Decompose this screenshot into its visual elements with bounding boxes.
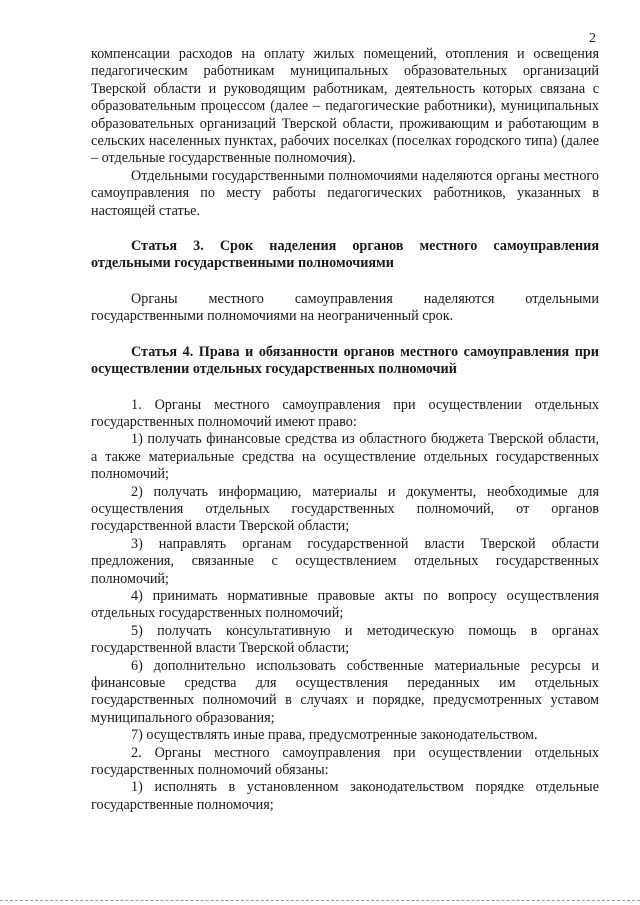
page-bottom-edge: [0, 900, 640, 901]
article-4-heading: Статья 4. Права и обязанности органов местного самоуправления при осуществлении отдельных государственных полномочий: [91, 343, 599, 378]
paragraph-article-3: Органы местного самоуправления наделяются отдельными государственными полномочиями на неограниченный срок.: [91, 290, 599, 325]
list-item-1-1: 1) получать финансовые средства из областного бюджета Тверской области, а также материальные средства на осуществление отдельных государственных полномочий;: [91, 431, 599, 483]
list-item-1-5: 5) получать консультативную и методическую помощь в органах государственной власти Тверской области;: [91, 622, 599, 657]
list-item-1-4: 4) принимать нормативные правовые акты по вопросу осуществления отдельных государственных полномочий;: [91, 587, 599, 622]
page-number: 2: [589, 31, 596, 46]
paragraph-continuation: компенсации расходов на оплату жилых помещений, отопления и освещения педагогическим работникам муниципальных образовательных организаций Тверской области и руководящим работникам, деятельность которых связана с образовательным процессом (далее – педагогические работники), муниципальных образовательных организаций Тверской области, проживающим и работающим в сельских населенных пунктах, рабочих поселках (поселках городского типа) (далее – отдельные государственные полномочия).: [91, 46, 599, 167]
paragraph-empowerment: Отдельными государственными полномочиями наделяются органы местного самоуправления по месту работы педагогических работников, указанных в настоящей статье.: [91, 167, 599, 219]
list-item-1-2: 2) получать информацию, материалы и документы, необходимые для осуществления отдельных государственных полномочий, от органов государственной власти Тверской области;: [91, 483, 599, 535]
list-item-1-6: 6) дополнительно использовать собственные материальные ресурсы и финансовые средства для осуществления переданных им отдельных государственных полномочий в случаях и порядке, предусмотренных уставом муниципального образования;: [91, 657, 599, 726]
clause-2-intro: 2. Органы местного самоуправления при осуществлении отдельных государственных полномочий обязаны:: [91, 744, 599, 779]
document-body: [91, 46, 599, 814]
list-item-2-1: 1) исполнять в установленном законодательством порядке отдельные государственные полномочия;: [91, 779, 599, 813]
list-item-1-3: 3) направлять органам государственной власти Тверской области предложения, связанные с осуществлением отдельных государственных полномочий;: [91, 535, 599, 587]
list-item-1-7: 7) осуществлять иные права, предусмотренные законодательством.: [131, 727, 538, 744]
clause-1-intro: 1. Органы местного самоуправления при осуществлении отдельных государственных полномочий имеют право:: [91, 396, 599, 430]
article-3-heading: Статья 3. Срок наделения органов местного самоуправления отдельными государственными полномочиями: [91, 238, 599, 272]
